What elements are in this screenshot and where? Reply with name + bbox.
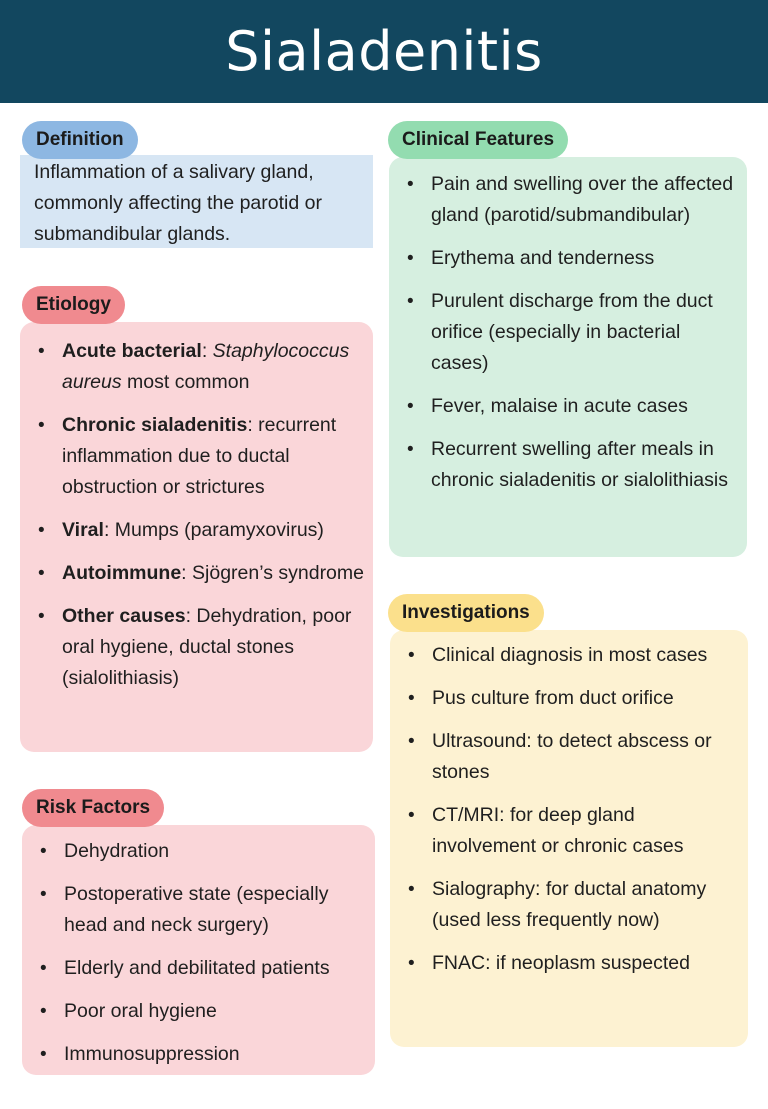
etiology-item-term: Acute bacterial (62, 340, 202, 362)
etiology-item-detail: Dehydration, poor oral hygiene, ductal stones (sialolithiasis) (62, 605, 352, 689)
etiology-item-separator: : (247, 414, 259, 436)
etiology-item (36, 410, 369, 503)
etiology-item-term: Autoimmune (62, 562, 182, 584)
investigations-box (390, 630, 748, 1047)
etiology-item (36, 601, 369, 694)
risk-factors-box (22, 825, 375, 1075)
risk-factor-item: • Postoperative state (especially head and neck surgery) (38, 879, 371, 941)
etiology-item-term: Viral (62, 519, 104, 541)
etiology-item (36, 515, 369, 546)
risk-factor-item: • Immunosuppression (38, 1039, 371, 1070)
etiology-item-detail: Mumps (paramyxovirus) (114, 519, 324, 541)
investigations-list (406, 640, 744, 979)
clinical-features-box (389, 157, 747, 557)
etiology-heading: Etiology (22, 286, 125, 324)
clinical-feature-item: • Fever, malaise in acute cases (405, 391, 743, 422)
etiology-box (20, 322, 373, 752)
risk-factors-heading: Risk Factors (22, 789, 164, 827)
etiology-item-detail: Sjögren’s syndrome (192, 562, 364, 584)
etiology-item-separator: : (181, 562, 193, 584)
header-banner (0, 0, 768, 103)
investigation-item: • Pus culture from duct orifice (406, 683, 744, 714)
etiology-list (36, 336, 369, 694)
etiology-item-term: Chronic sialadenitis (62, 414, 248, 436)
etiology-item (36, 336, 369, 398)
clinical-feature-item: • Pain and swelling over the affected gland (parotid/submandibular) (405, 169, 743, 231)
risk-factors-list (38, 836, 371, 1070)
investigation-item: • Clinical diagnosis in most cases (406, 640, 744, 671)
etiology-item-detail: most common (121, 371, 250, 393)
etiology-item-detail: recurrent inflammation due to ductal obstruction or strictures (62, 414, 337, 498)
clinical-feature-item: • Recurrent swelling after meals in chronic sialadenitis or sialolithiasis (405, 434, 743, 496)
etiology-item-term: Other causes (62, 605, 186, 627)
investigation-item: • Sialography: for ductal anatomy (used less frequently now) (406, 874, 744, 936)
risk-factor-item: • Elderly and debilitated patients (38, 953, 371, 984)
definition-heading: Definition (22, 121, 138, 159)
etiology-item (36, 558, 369, 589)
risk-factor-item: • Dehydration (38, 836, 371, 867)
investigation-item: • Ultrasound: to detect abscess or stones (406, 726, 744, 788)
etiology-item-organism: Staphylococcus aureus (62, 340, 350, 393)
page-title: Sialadenitis (225, 20, 543, 83)
definition-text: Inflammation of a salivary gland, commonly affecting the parotid or submandibular glands. (34, 161, 322, 245)
clinical-feature-item: • Purulent discharge from the duct orifice (especially in bacterial cases) (405, 286, 743, 379)
etiology-item-separator: : (103, 519, 115, 541)
investigation-item: • FNAC: if neoplasm suspected (406, 948, 744, 979)
definition-box (20, 155, 373, 248)
investigations-heading: Investigations (388, 594, 544, 632)
clinical-features-list (405, 169, 743, 496)
etiology-item-separator: : (185, 605, 197, 627)
investigation-item: • CT/MRI: for deep gland involvement or chronic cases (406, 800, 744, 862)
clinical-features-heading: Clinical Features (388, 121, 568, 159)
clinical-feature-item: • Erythema and tenderness (405, 243, 743, 274)
etiology-item-separator: : (201, 340, 213, 362)
risk-factor-item: • Poor oral hygiene (38, 996, 371, 1027)
